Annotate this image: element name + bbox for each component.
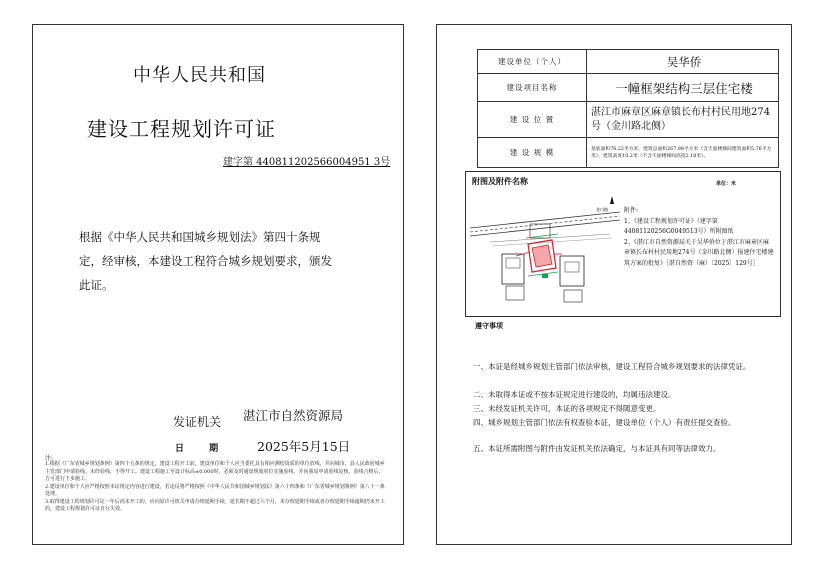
issuer-value: 湛江市自然资源局 [243,408,344,423]
notice-item: 三、未经发证机关许可，本证的各项规定不得随意变更。 [473,404,661,413]
legal-basis-text: 根据《中华人民共和国城乡规划法》第四十条规定，经审核，本建设工程符合城乡规划要求，颁发此证。 [79,230,332,292]
unit-note: 单位：米 [716,181,737,187]
issuer-label: 发证机关 [173,415,222,429]
attachment-title: 附图及附件名称 [472,176,528,186]
row-label: 建设项目名称 [478,74,587,102]
row-value: 湛江市麻章区麻章镇长布村村民用地274号（金川路北侧） [587,102,779,138]
notice-item: 五、本证所需附图与附件由发证机关依法确定，与本证具有同等法律效力。 [473,444,721,453]
row-label: 建 设 位 置 [478,102,587,138]
notice-item: 一、本证是经城乡规划主管部门依法审核，建设工程符合城乡规划要求的法律凭证。 [473,362,751,371]
permit-cover-page [32,24,404,545]
row-value: 基底面积76.22平方米，建筑总面积267.98平方米（含天面楼梯间建筑面积5.76平方米），建筑高度10.2米（不含天面楼梯间高度2.18米）。 [587,138,779,168]
attachment-box [465,171,781,317]
project-info-table [477,49,779,168]
row-value: 一幢框架结构三层住宅楼 [587,74,779,102]
permit-detail-page [436,24,792,545]
list-item: 1、《建设工程规划许可证》（建字第44081120256G0049513号）所附图纸 [624,217,734,235]
road-label: 金川路 [596,207,608,212]
certificate-title: 建设工程规划许可证 [87,117,276,141]
certificate-number: 建字第 440811202566004951 3号 [223,157,391,168]
table-row [478,102,779,138]
note-item: 2.建设单位和个人应严格按照本证规定内容进行建设，若违反将严格按照《中华人民共和国城乡规划法》第六十四条和《广东省城乡规划条例》第八十一条处理。 [45,483,385,497]
notice-item: 四、城乡规划主管部门依法有权查验本证，建设单位（个人）有责任提交查验。 [473,418,736,427]
list-item: 附件: [624,207,639,214]
notes-block [45,461,387,514]
note-item: 1.根据《广东省城乡规划条例》第四十五条的规定，建设工程开工前，建设单位和个人应当委托具有相应测绘资质的单位放线，并向城市、县人民政府城乡主管部门申请验线。未经验线，不得开工。建设工程施工至设计标高±0.000时，必须及时通知规划单位实施验线，并向我局申请验线复核，验线合格后，方可进行下步施工。 [45,461,385,482]
row-label: 建 设 规 模 [478,138,587,168]
site-plan-drawing [470,194,620,310]
north-arrow-icon [610,196,614,204]
note-item: 3.取得建设工程规划许可证一年后尚未开工的，应向原许可机关申请办理延期手续，延长期不超过六个月，未办理延期手续或者办理延期手续逾期仍未开工的，建设工程规划许可证自行失效。 [45,498,385,512]
table-row [478,138,779,168]
notice-item: 二、未取得本证或不按本证规定进行建设的，均属违法建设。 [473,390,676,399]
date-label: 日 期 [175,444,219,454]
country-name: 中华人民共和国 [133,65,266,86]
date-value: 2025年5月15日 [257,439,351,454]
list-item: 2、《湛江市自然资源局关于吴华侨位于湛江市麻章区麻章镇长布村村民用地274号（金川路北侧）报建住宅楼建筑方案的批复》［湛自然资（麻）〔2025〕129号］ [624,238,774,267]
table-row [478,50,779,74]
attachment-list [624,206,774,269]
row-label: 建设单位（个人） [478,50,587,74]
row-value: 吴华侨 [587,50,779,74]
notice-heading: 遵守事项 [475,321,503,330]
table-row [478,74,779,102]
notes-heading: 注: [45,455,54,462]
building-footprint [532,245,552,267]
